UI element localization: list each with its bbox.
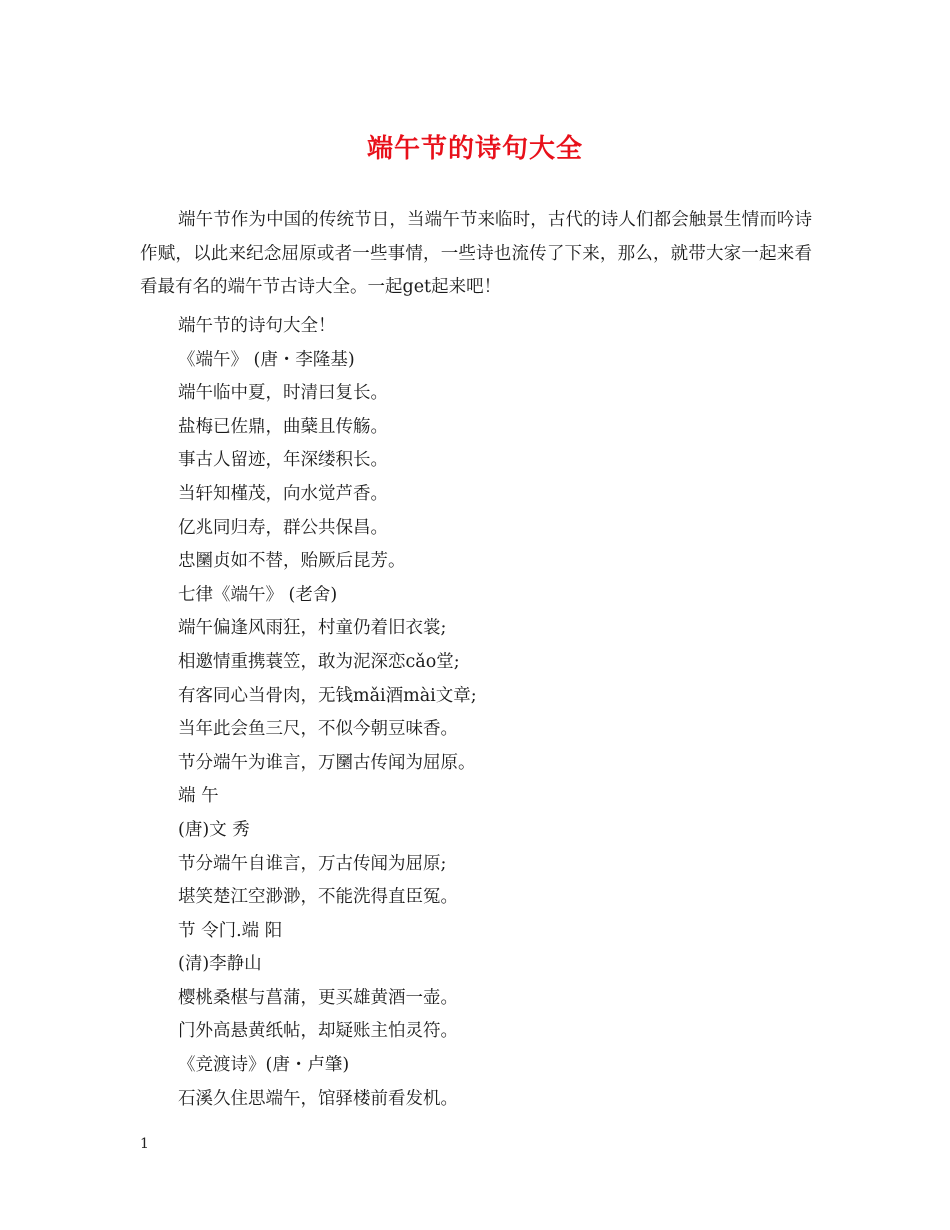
intro-paragraph: 端午节作为中国的传统节日，当端午节来临时，古代的诗人们都会触景生情而吟诗作赋，以此来纪念屈原或者一些事情，一些诗也流传了下来，那么，就带大家一起来看看最有名的端午节古诗大全。一起get起来吧！ [140, 210, 812, 297]
page-number: 1 [140, 1136, 149, 1152]
text-line: 节 令门.端 阳 [178, 920, 283, 941]
text-line: (唐)文 秀 [178, 819, 250, 840]
text-line: 《端午》 (唐・李隆基) [178, 349, 355, 370]
text-line: 节分端午自谁言，万古传闻为屈原; [178, 853, 447, 874]
text-line: 端午偏逢风雨狂，村童仍着旧衣裳; [178, 618, 447, 639]
text-line: 相邀情重携蓑笠，敢为泥深恋cǎo堂; [178, 651, 460, 672]
text-line: 当年此会鱼三尺，不似今朝豆味香。 [178, 719, 458, 740]
text-line: 节分端午为谁言，万圞古传闻为屈原。 [178, 752, 476, 773]
poem-lines [178, 310, 477, 1116]
text-line: 当轩知槿茂，向水觉芦香。 [178, 483, 388, 504]
text-line: 《竞渡诗》(唐・卢肇) [178, 1055, 350, 1076]
text-line: 有客同心当骨肉，无钱mǎi酒mài文章; [178, 685, 477, 706]
text-line: 端午临中夏，时清曰复长。 [178, 383, 388, 404]
text-line: (清)李静山 [178, 954, 262, 975]
text-line: 亿兆同归寿，群公共保昌。 [178, 517, 388, 538]
text-line: 端午节的诗句大全！ [178, 316, 336, 336]
text-line: 堪笑楚江空渺渺，不能洗得直臣冤。 [178, 887, 458, 908]
text-line: 门外高悬黄纸帖，却疑账主怕灵符。 [178, 1021, 458, 1042]
text-line: 事古人留迹，年深缕积长。 [178, 450, 388, 471]
text-line: 石溪久住思端午，馆驿楼前看发机。 [178, 1088, 458, 1109]
text-line: 七律《端午》 (老舍) [178, 584, 338, 605]
text-line: 盐梅已佐鼎，曲蘖且传觞。 [178, 416, 388, 437]
text-line: 樱桃桑椹与菖蒲，更买雄黄酒一壶。 [178, 987, 458, 1008]
text-line: 端 午 [178, 786, 219, 807]
document-title: 端午节的诗句大全 [366, 134, 583, 164]
text-line: 忠圞贞如不替，贻厥后昆芳。 [178, 551, 406, 572]
